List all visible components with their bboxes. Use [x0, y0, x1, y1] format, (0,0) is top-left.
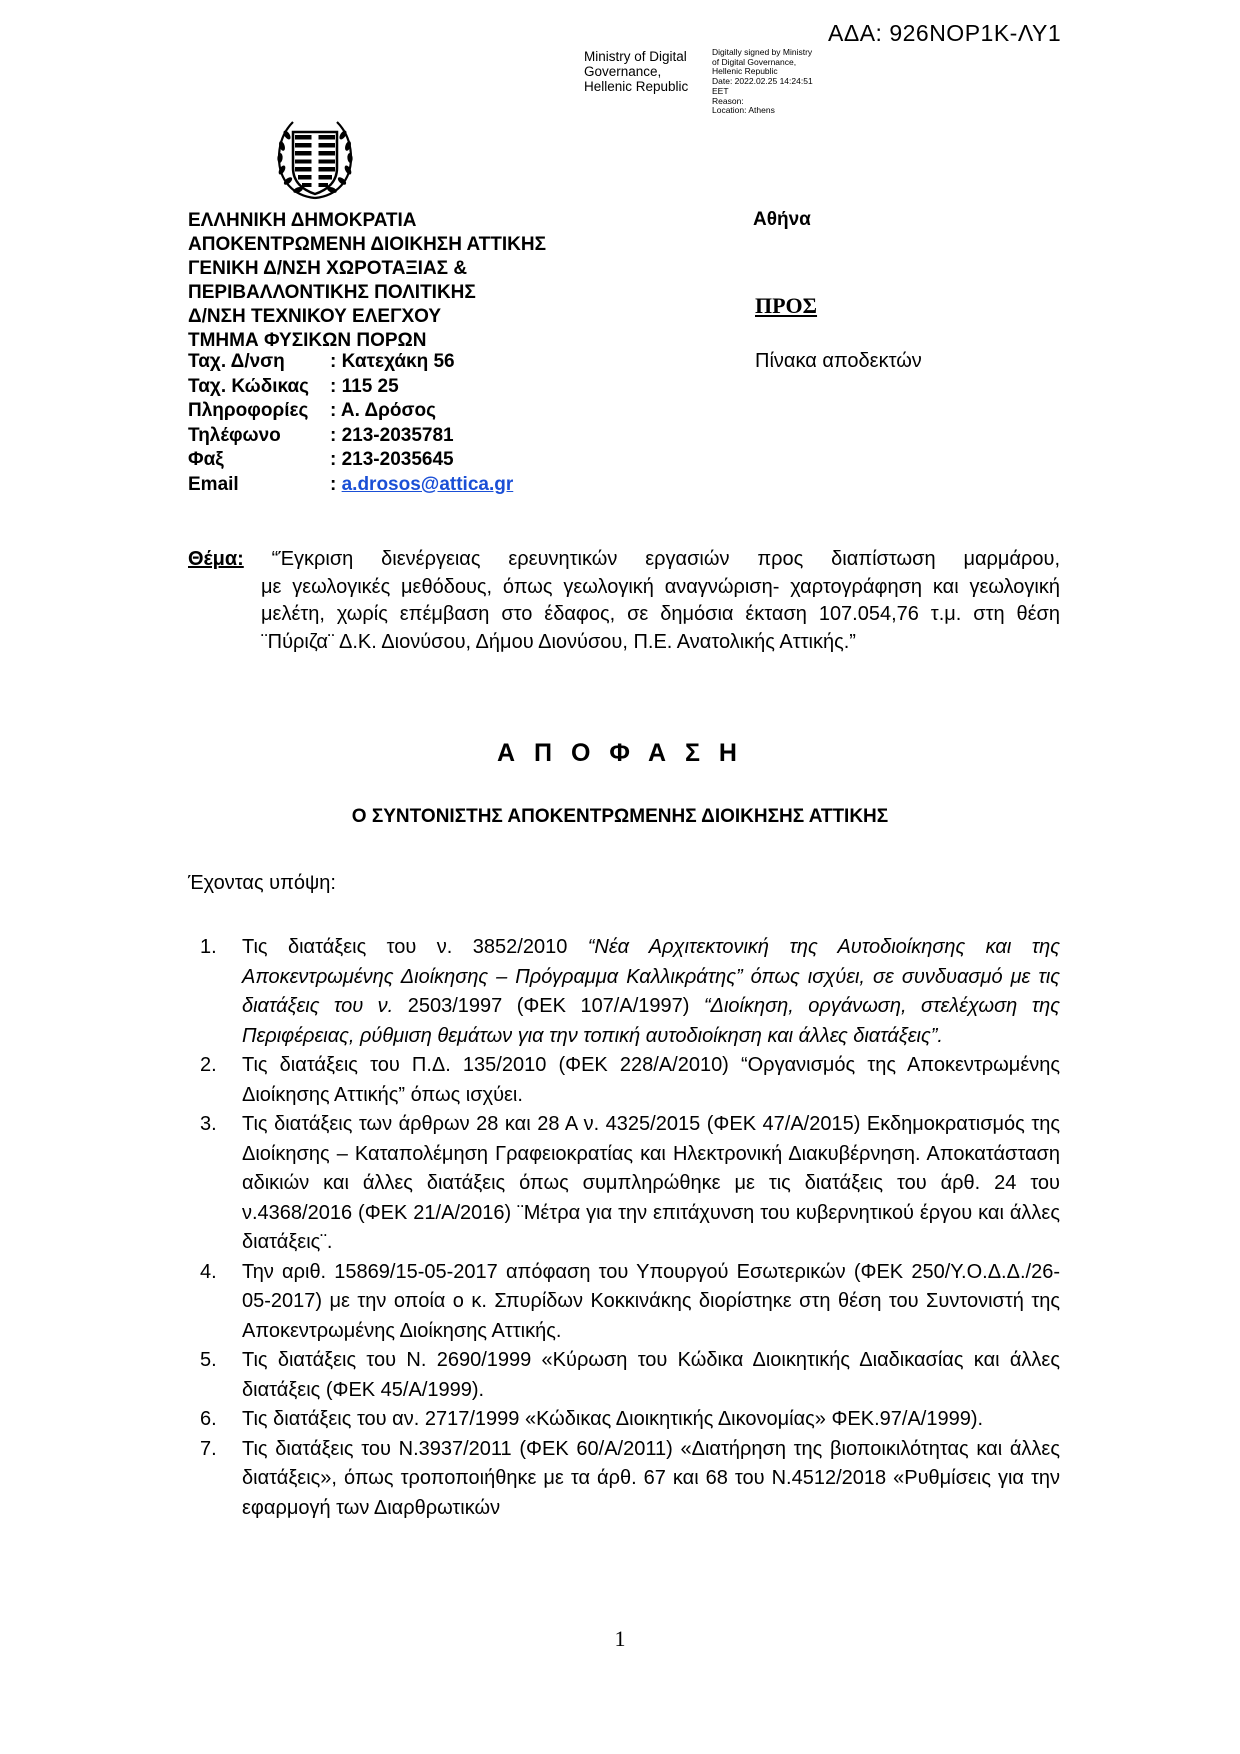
phone-row [188, 424, 513, 449]
phone-value: : 213-2035781 [330, 424, 454, 446]
list-item [200, 1051, 1060, 1110]
recipients: Πίνακα αποδεκτών [755, 350, 922, 372]
item-text: Τις διατάξεις των άρθρων 28 και 28 Α ν. 4325/2015 (ΦΕΚ 47/Α/2015) Εκδημοκρατισμός της Διοίκησης – Καταπολέμηση Γραφειοκρατίας και Ηλεκτρονική Διακυβέρνηση. Αποκατάσταση αδικιών και άλλες διατάξεις όπως συμπληρώθηκε με τις διατάξεις του άρθ. 24 του ν.4368/2016 (ΦΕΚ 21/Α/2016) ¨Μέτρα για την επιτάχυνση του κυβερνητικού έργου και άλλες διατάξεις¨. [242, 1113, 1060, 1253]
signature-detail-line: Reason: [712, 95, 744, 106]
item-number: 5. [200, 1349, 217, 1371]
list-item [200, 933, 1060, 1051]
signature-details [712, 48, 813, 116]
org-line: ΠΕΡΙΒΑΛΛΟΝΤΙΚΗΣ ΠΟΛΙΤΙΚΗΣ [188, 282, 476, 303]
subject-label: Θέμα: [188, 548, 244, 570]
phone-label: Τηλέφωνο [188, 424, 281, 446]
signature-detail-line: of Digital Governance, [712, 56, 797, 67]
item-number: 3. [200, 1113, 217, 1135]
item-text-italic: “Νέα Αρχιτεκτονική της Αυτοδιοίκησης και της Αποκεντρωμένης Διοίκησης – Πρόγραμμα Καλλικράτης” όπως ισχύει, σε συνδυασμό με τις διατάξεις του ν. [242, 936, 1060, 1017]
item-text-italic: “Διοίκηση, οργάνωση, στελέχωση της Περιφέρειας, ρύθμιση θεμάτων για την τοπική αυτοδιοίκηση και άλλες διατάξεις”. [242, 995, 1061, 1047]
address-row [188, 350, 513, 375]
contact-block [188, 350, 513, 497]
signature-signer [584, 49, 688, 94]
item-number: 2. [200, 1054, 217, 1076]
info-value: : Α. Δρόσος [330, 400, 436, 421]
signature-detail-line: Digitally signed by Ministry [712, 47, 813, 57]
pros-heading: ΠΡΟΣ [755, 293, 818, 318]
item-text: Τις διατάξεις του ν. 3852/2010 [242, 936, 588, 958]
subject-first-line [188, 546, 1060, 574]
list-item [200, 1258, 1060, 1347]
org-line: ΑΠΟΚΕΝΤΡΩΜΕΝΗ ΔΙΟΙΚΗΣΗ ΑΤΤΙΚΗΣ [188, 234, 546, 255]
org-line: ΤΜΗΜΑ ΦΥΣΙΚΩΝ ΠΟΡΩΝ [188, 330, 427, 351]
item-text: Τις διατάξεις του Ν.3937/2011 (ΦΕΚ 60/Α/2011) «Διατήρηση της βιοποικιλότητας και άλλες διατάξεις», όπως τροποποιήθηκε με τα άρθ. 67 και 68 του Ν.4512/2018 «Ρυθμίσεις για την εφαρμογή των Διαρθρωτικών [242, 1437, 1060, 1519]
item-text: Τις διατάξεις του αν. 2717/1999 «Κώδικας Διοικητικής Δικονομίας» ΦΕΚ.97/Α/1999). [242, 1408, 984, 1430]
signer-line: Ministry of Digital [584, 49, 687, 64]
item-text: 2503/1997 (ΦΕΚ 107/Α/1997) [393, 995, 704, 1017]
postal-code-row [188, 375, 513, 400]
info-row [188, 399, 513, 424]
org-line: ΓΕΝΙΚΗ Δ/ΝΣΗ ΧΩΡΟΤΑΞΙΑΣ & [188, 258, 468, 279]
signature-detail-line: Location: Athens [712, 105, 775, 116]
org-line: ΕΛΛΗΝΙΚΗ ΔΗΜΟΚΡΑΤΙΑ [188, 210, 417, 231]
subject-text-start: “Έγκριση διενέργειας ερευνητικών εργασιών προς διαπίστωση μαρμάρου, [271, 548, 1060, 570]
item-number: 7. [200, 1437, 217, 1460]
item-number: 1. [200, 936, 217, 958]
signer-line: Hellenic Republic [584, 79, 689, 94]
org-line: Δ/ΝΣΗ ΤΕΧΝΙΚΟΥ ΕΛΕΓΧΟΥ [188, 306, 442, 327]
address-label: Ταχ. Δ/νση [188, 351, 285, 372]
intro-text: Έχοντας υπόψη: [188, 872, 336, 894]
decision-title: Α Π Ο Φ Α Σ Η [497, 739, 743, 767]
email-colon: : [330, 473, 342, 495]
list-item [200, 1346, 1060, 1405]
subject [188, 546, 1060, 656]
info-label: Πληροφορίες [188, 400, 309, 421]
list-item [200, 1405, 1060, 1435]
greek-coat-of-arms-icon [273, 118, 357, 202]
city: Αθήνα [753, 209, 811, 230]
address-value: : Κατεχάκη 56 [330, 351, 455, 372]
email-row [188, 473, 513, 498]
email-label: Email [188, 473, 239, 495]
fax-row [188, 448, 513, 473]
subject-text: με γεωλογικές μεθόδους, όπως γεωλογική αναγνώριση- χαρτογράφηση και γεωλογική μελέτη, χωρίς επέμβαση στο έδαφος, σε δημόσια έκταση 107.054,76 τ.μ. στη θέση ¨Πύριζα¨ Δ.Κ. Διονύσου, Δήμου Διονύσου, Π.Ε. Ανατολικής Αττικής.” [261, 575, 1060, 653]
fax-label: Φαξ [188, 449, 224, 470]
email-link[interactable]: a.drosos@attica.gr [341, 473, 514, 495]
item-number: 6. [200, 1408, 217, 1430]
list-item [200, 1435, 1060, 1524]
signature-detail-line: Date: 2022.02.25 14:24:51 [712, 76, 813, 87]
considerations-list [200, 933, 1060, 1523]
postal-code-value: : 115 25 [330, 375, 399, 397]
item-text: Τις διατάξεις του Π.Δ. 135/2010 (ΦΕΚ 228/Α/2010) “Οργανισμός της Αποκεντρωμένης Διοίκησης Αττικής” όπως ισχύει. [242, 1054, 1060, 1106]
item-text: Την αριθ. 15869/15-05-2017 απόφαση του Υπουργού Εσωτερικών (ΦΕΚ 250/Υ.Ο.Δ.Δ./26-05-2017) με την οποία ο κ. Σπυρίδων Κοκκινάκης διορίστηκε στη θέση του Συντονιστή της Αποκεντρωμένης Διοίκησης Αττικής. [242, 1260, 1060, 1342]
page-number: 1 [614, 1626, 626, 1651]
coordinator-title: Ο ΣΥΝΤΟΝΙΣΤΗΣ ΑΠΟΚΕΝΤΡΩΜΕΝΗΣ ΔΙΟΙΚΗΣΗΣ ΑΤΤΙΚΗΣ [351, 806, 889, 827]
item-number: 4. [200, 1260, 217, 1283]
ada-code: ΑΔΑ: 926ΝΟΡ1Κ-ΛΥ1 [828, 20, 1062, 46]
item-text: Τις διατάξεις του Ν. 2690/1999 «Κύρωση του Κώδικα Διοικητικής Διαδικασίας και άλλες διατάξεις (ΦΕΚ 45/Α/1999). [242, 1349, 1060, 1401]
list-item [200, 1110, 1060, 1258]
signature-detail-line: EET [712, 85, 729, 96]
postal-code-label: Ταχ. Κώδικας [188, 375, 310, 397]
signature-detail-line: Hellenic Republic [712, 66, 778, 77]
fax-value: : 213-2035645 [330, 449, 454, 470]
signer-line: Governance, [584, 64, 662, 79]
